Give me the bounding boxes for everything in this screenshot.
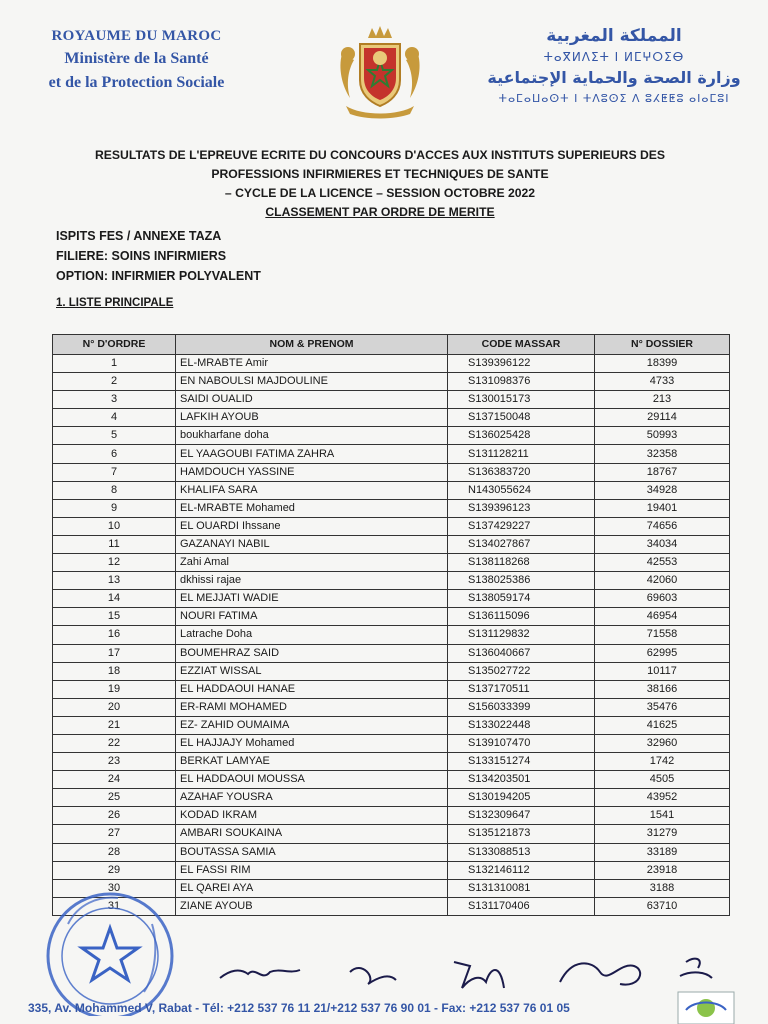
- cell-massar: S156033399: [448, 698, 595, 716]
- cell-rank: 4: [53, 409, 176, 427]
- cell-dossier: 1742: [595, 753, 730, 771]
- ministry-stamp-icon: [28, 884, 188, 1016]
- cell-rank: 27: [53, 825, 176, 843]
- table-row: [53, 626, 730, 644]
- cell-rank: 14: [53, 590, 176, 608]
- cell-name: EL-MRABTE Mohamed: [176, 499, 448, 517]
- cell-massar: S133022448: [448, 716, 595, 734]
- cell-dossier: 50993: [595, 427, 730, 445]
- cell-massar: N143055624: [448, 481, 595, 499]
- cell-rank: 28: [53, 843, 176, 861]
- cell-rank: 11: [53, 535, 176, 553]
- cell-massar: S133151274: [448, 753, 595, 771]
- table-row: [53, 644, 730, 662]
- cell-rank: 10: [53, 517, 176, 535]
- meta-filiere: FILIERE: SOINS INFIRMIERS: [56, 249, 227, 263]
- coat-of-arms-icon: [334, 24, 426, 120]
- cell-dossier: 38166: [595, 680, 730, 698]
- cell-massar: S130015173: [448, 391, 595, 409]
- cell-dossier: 4733: [595, 373, 730, 391]
- table-row: [53, 843, 730, 861]
- cell-massar: S131128211: [448, 445, 595, 463]
- cell-massar: S131310081: [448, 879, 595, 897]
- cell-rank: 7: [53, 463, 176, 481]
- table-row: [53, 535, 730, 553]
- table-row: [53, 481, 730, 499]
- cell-massar: S139396122: [448, 355, 595, 373]
- cell-name: EL HADDAOUI HANAE: [176, 680, 448, 698]
- table-row: [53, 716, 730, 734]
- cell-name: Latrache Doha: [176, 626, 448, 644]
- cell-rank: 29: [53, 861, 176, 879]
- table-row: [53, 608, 730, 626]
- cell-rank: 5: [53, 427, 176, 445]
- cell-rank: 1: [53, 355, 176, 373]
- cell-dossier: 42060: [595, 572, 730, 590]
- letterhead-tifinagh-kingdom: ⵜⴰⴳⵍⴷⵉⵜ ⵏ ⵍⵎⵖⵔⵉⴱ: [543, 50, 685, 64]
- cell-dossier: 35476: [595, 698, 730, 716]
- cell-massar: S136025428: [448, 427, 595, 445]
- cell-rank: 8: [53, 481, 176, 499]
- cell-dossier: 63710: [595, 897, 730, 915]
- cell-rank: 24: [53, 771, 176, 789]
- cell-rank: 21: [53, 716, 176, 734]
- cell-dossier: 42553: [595, 554, 730, 572]
- cell-dossier: 62995: [595, 644, 730, 662]
- table-row: [53, 463, 730, 481]
- letterhead-french: [14, 28, 259, 92]
- table-row: [53, 825, 730, 843]
- cell-dossier: 10117: [595, 662, 730, 680]
- table-row: [53, 734, 730, 752]
- cell-dossier: 4505: [595, 771, 730, 789]
- cell-name: BERKAT LAMYAE: [176, 753, 448, 771]
- cell-dossier: 3188: [595, 879, 730, 897]
- cell-massar: S136040667: [448, 644, 595, 662]
- cell-massar: S132146112: [448, 861, 595, 879]
- cell-name: LAFKIH AYOUB: [176, 409, 448, 427]
- cell-name: AZAHAF YOUSRA: [176, 789, 448, 807]
- cell-massar: S131170406: [448, 897, 595, 915]
- header-name: NOM & PRENOM: [176, 335, 448, 355]
- cell-dossier: 32960: [595, 734, 730, 752]
- cell-dossier: 18399: [595, 355, 730, 373]
- cell-massar: S130194205: [448, 789, 595, 807]
- table-row: [53, 789, 730, 807]
- cell-massar: S138025386: [448, 572, 595, 590]
- cell-dossier: 34928: [595, 481, 730, 499]
- table-row: [53, 771, 730, 789]
- cell-dossier: 213: [595, 391, 730, 409]
- cell-dossier: 46954: [595, 608, 730, 626]
- footer-address: 335, Av. Mohammed V, Rabat - Tél: +212 537 76 11 21/+212 537 76 90 01 - Fax: +212 537 76 01 05: [28, 1001, 570, 1015]
- cell-massar: S138059174: [448, 590, 595, 608]
- cell-dossier: 29114: [595, 409, 730, 427]
- cell-rank: 26: [53, 807, 176, 825]
- cell-name: NOURI FATIMA: [176, 608, 448, 626]
- letterhead-tifinagh-ministry: ⵜⴰⵎⴰⵡⴰⵙⵜ ⵏ ⵜⴷⵓⵙⵉ ⴷ ⵓⵃⵟⵟⵓ ⴰⵏⴰⵎⵓⵏ: [498, 92, 730, 105]
- cell-dossier: 71558: [595, 626, 730, 644]
- cell-name: EL MEJJATI WADIE: [176, 590, 448, 608]
- table-row: [53, 572, 730, 590]
- cell-dossier: 34034: [595, 535, 730, 553]
- cell-rank: 18: [53, 662, 176, 680]
- table-row: [53, 662, 730, 680]
- table-row: [53, 861, 730, 879]
- results-table: [52, 334, 730, 916]
- cell-rank: 19: [53, 680, 176, 698]
- table-row: [53, 753, 730, 771]
- cell-rank: 17: [53, 644, 176, 662]
- cell-name: GAZANAYI NABIL: [176, 535, 448, 553]
- cell-massar: S131129832: [448, 626, 595, 644]
- table-row: [53, 391, 730, 409]
- cell-name: Zahi Amal: [176, 554, 448, 572]
- cell-dossier: 1541: [595, 807, 730, 825]
- title-ranking-subtitle: CLASSEMENT PAR ORDRE DE MERITE: [265, 205, 495, 219]
- cell-name: KHALIFA SARA: [176, 481, 448, 499]
- cell-massar: S136115096: [448, 608, 595, 626]
- cell-dossier: 31279: [595, 825, 730, 843]
- table-row: [53, 517, 730, 535]
- cell-dossier: 74656: [595, 517, 730, 535]
- cell-massar: S139107470: [448, 734, 595, 752]
- table-row: [53, 807, 730, 825]
- cell-dossier: 19401: [595, 499, 730, 517]
- cell-name: EL QAREI AYA: [176, 879, 448, 897]
- header-massar: CODE MASSAR: [448, 335, 595, 355]
- title-line-1: RESULTATS DE L'EPREUVE ECRITE DU CONCOURS D'ACCES AUX INSTITUTS SUPERIEURS DES: [94, 148, 666, 162]
- table-row: [53, 698, 730, 716]
- cell-rank: 15: [53, 608, 176, 626]
- cell-massar: S133088513: [448, 843, 595, 861]
- cell-dossier: 41625: [595, 716, 730, 734]
- cell-name: ZIANE AYOUB: [176, 897, 448, 915]
- letterhead-ministry-line2: et de la Protection Sociale: [48, 74, 225, 91]
- cell-name: EL FASSI RIM: [176, 861, 448, 879]
- cell-name: KODAD IKRAM: [176, 807, 448, 825]
- cell-name: SAIDI OUALID: [176, 391, 448, 409]
- cell-massar: S135027722: [448, 662, 595, 680]
- cell-rank: 6: [53, 445, 176, 463]
- header-dossier: N° DOSSIER: [595, 335, 730, 355]
- table-row: [53, 554, 730, 572]
- document-title: [60, 146, 700, 222]
- exam-meta: [56, 226, 261, 286]
- cell-massar: S132309647: [448, 807, 595, 825]
- cell-rank: 25: [53, 789, 176, 807]
- cell-massar: S137170511: [448, 680, 595, 698]
- cell-dossier: 18767: [595, 463, 730, 481]
- table-row: [53, 355, 730, 373]
- cell-name: HAMDOUCH YASSINE: [176, 463, 448, 481]
- table-row: [53, 427, 730, 445]
- cell-name: ER-RAMI MOHAMED: [176, 698, 448, 716]
- cell-massar: S134203501: [448, 771, 595, 789]
- cell-dossier: 43952: [595, 789, 730, 807]
- table-row: [53, 445, 730, 463]
- cell-massar: S137150048: [448, 409, 595, 427]
- cell-rank: 2: [53, 373, 176, 391]
- cell-name: EL-MRABTE Amir: [176, 355, 448, 373]
- cell-name: EL OUARDI Ihssane: [176, 517, 448, 535]
- title-line-3: – CYCLE DE LA LICENCE – SESSION OCTOBRE 2022: [224, 186, 536, 200]
- cell-massar: S135121873: [448, 825, 595, 843]
- cell-rank: 3: [53, 391, 176, 409]
- cell-rank: 16: [53, 626, 176, 644]
- cell-rank: 20: [53, 698, 176, 716]
- cell-name: BOUMEHRAZ SAID: [176, 644, 448, 662]
- cell-rank: 23: [53, 753, 176, 771]
- letterhead-ministry-line1: Ministère de la Santé: [64, 50, 209, 67]
- cell-name: boukharfane doha: [176, 427, 448, 445]
- cell-name: EL HADDAOUI MOUSSA: [176, 771, 448, 789]
- cell-name: dkhissi rajae: [176, 572, 448, 590]
- cell-massar: S137429227: [448, 517, 595, 535]
- cell-name: EL YAAGOUBI FATIMA ZAHRA: [176, 445, 448, 463]
- cell-dossier: 32358: [595, 445, 730, 463]
- meta-option: OPTION: INFIRMIER POLYVALENT: [56, 269, 261, 283]
- cell-massar: S134027867: [448, 535, 595, 553]
- cell-dossier: 69603: [595, 590, 730, 608]
- cell-rank: 30: [53, 879, 176, 897]
- cell-rank: 22: [53, 734, 176, 752]
- title-line-2: PROFESSIONS INFIRMIERES ET TECHNIQUES DE SANTE: [211, 167, 549, 181]
- cell-name: BOUTASSA SAMIA: [176, 843, 448, 861]
- cell-name: AMBARI SOUKAINA: [176, 825, 448, 843]
- ministry-logo-icon: [676, 990, 736, 1024]
- cell-rank: 12: [53, 554, 176, 572]
- cell-rank: 31: [53, 897, 176, 915]
- table-header-row: [53, 335, 730, 355]
- table-row: [53, 590, 730, 608]
- cell-name: EN NABOULSI MAJDOULINE: [176, 373, 448, 391]
- cell-rank: 13: [53, 572, 176, 590]
- section-title: 1. LISTE PRINCIPALE: [56, 297, 174, 309]
- cell-massar: S139396123: [448, 499, 595, 517]
- cell-dossier: 23918: [595, 861, 730, 879]
- header-rank: N° D'ORDRE: [53, 335, 176, 355]
- cell-massar: S136383720: [448, 463, 595, 481]
- cell-name: EL HAJJAJY Mohamed: [176, 734, 448, 752]
- table-row: [53, 409, 730, 427]
- table-row: [53, 373, 730, 391]
- signatures-icon: [200, 948, 740, 1000]
- cell-name: EZZIAT WISSAL: [176, 662, 448, 680]
- meta-institute: ISPITS FES / ANNEXE TAZA: [56, 229, 222, 243]
- cell-massar: S138118268: [448, 554, 595, 572]
- table-row: [53, 499, 730, 517]
- cell-name: EZ- ZAHID OUMAIMA: [176, 716, 448, 734]
- cell-rank: 9: [53, 499, 176, 517]
- letterhead-kingdom: ROYAUME DU MAROC: [51, 28, 222, 44]
- cell-massar: S131098376: [448, 373, 595, 391]
- cell-dossier: 33189: [595, 843, 730, 861]
- letterhead-arabic: [478, 26, 750, 105]
- letterhead-arabic-ministry: وزارة الصحة والحماية الإجتماعية: [487, 68, 741, 87]
- letterhead-arabic-kingdom: المملكة المغربية: [546, 26, 682, 46]
- table-row: [53, 680, 730, 698]
